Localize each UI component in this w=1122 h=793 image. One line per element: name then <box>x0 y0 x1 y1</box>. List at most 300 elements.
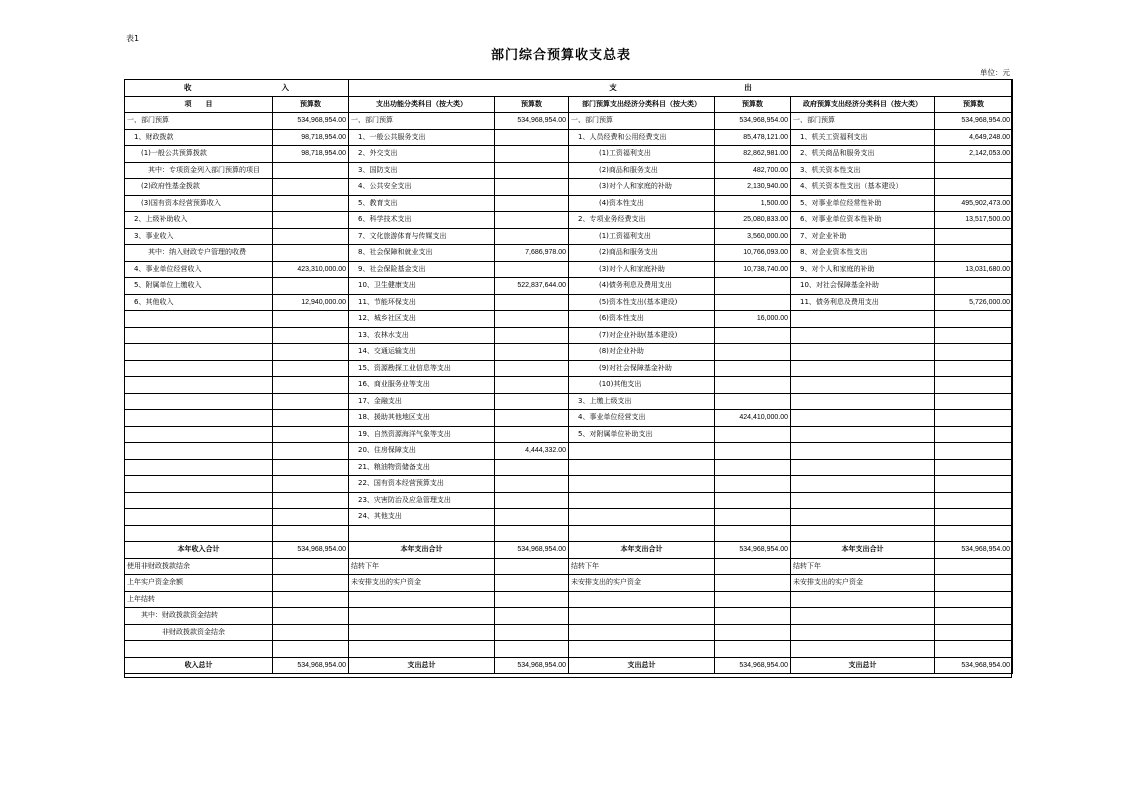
table-row <box>125 294 1013 311</box>
item-cell <box>791 443 935 460</box>
item-cell <box>125 344 273 361</box>
amount-cell <box>273 641 349 658</box>
item-cell: (9)对社会保障基金补助 <box>569 360 715 377</box>
amount-cell: 2,142,053.00 <box>935 146 1013 163</box>
table-row <box>125 575 1013 592</box>
item-cell <box>791 476 935 493</box>
item-cell <box>125 327 273 344</box>
amount-cell: 534,968,954.00 <box>935 542 1013 559</box>
col-header: 预算数 <box>935 96 1013 113</box>
col-header: 预算数 <box>715 96 791 113</box>
amount-cell: 85,478,121.00 <box>715 129 791 146</box>
table-row <box>125 641 1013 658</box>
amount-cell <box>935 245 1013 262</box>
item-cell: 支出总计 <box>569 657 715 674</box>
table-row <box>125 179 1013 196</box>
amount-cell: 482,700.00 <box>715 162 791 179</box>
item-cell <box>569 591 715 608</box>
amount-cell <box>273 162 349 179</box>
amount-cell <box>715 608 791 625</box>
item-cell: 4、事业单位经营收入 <box>125 261 273 278</box>
amount-cell <box>935 377 1013 394</box>
amount-cell: 12,940,000.00 <box>273 294 349 311</box>
item-cell: (3)对个人和家庭的补助 <box>569 179 715 196</box>
table-row <box>125 624 1013 641</box>
item-cell: 2、上级补助收入 <box>125 212 273 229</box>
item-cell <box>125 525 273 542</box>
amount-cell <box>495 228 569 245</box>
amount-cell <box>935 311 1013 328</box>
item-cell <box>791 393 935 410</box>
amount-cell: 98,718,954.00 <box>273 129 349 146</box>
unit-label: 单位：元 <box>980 68 1010 77</box>
amount-cell <box>273 492 349 509</box>
item-cell: 1、机关工资福利支出 <box>791 129 935 146</box>
item-cell: 5、对附属单位补助支出 <box>569 426 715 443</box>
col-header: 预算数 <box>495 96 569 113</box>
amount-cell <box>273 558 349 575</box>
amount-cell <box>495 360 569 377</box>
item-cell: 其中：纳入财政专户管理的收费 <box>125 245 273 262</box>
amount-cell: 5,726,000.00 <box>935 294 1013 311</box>
amount-cell <box>273 575 349 592</box>
amount-cell: 13,031,680.00 <box>935 261 1013 278</box>
table-row <box>125 113 1013 130</box>
item-cell: 支出总计 <box>349 657 495 674</box>
item-cell: 10、卫生健康支出 <box>349 278 495 295</box>
table-row <box>125 212 1013 229</box>
amount-cell <box>495 459 569 476</box>
amount-cell <box>495 327 569 344</box>
amount-cell <box>495 476 569 493</box>
amount-cell <box>935 360 1013 377</box>
amount-cell: 424,410,000.00 <box>715 410 791 427</box>
item-cell: (7)对企业补助(基本建设) <box>569 327 715 344</box>
table-row <box>125 591 1013 608</box>
item-cell <box>349 525 495 542</box>
amount-cell <box>935 591 1013 608</box>
amount-cell: 534,968,954.00 <box>273 542 349 559</box>
item-cell: 14、交通运输支出 <box>349 344 495 361</box>
item-cell: 5、教育支出 <box>349 195 495 212</box>
item-cell: (1)一般公共预算拨款 <box>125 146 273 163</box>
page-title: 部门综合预算收支总表 <box>490 48 631 63</box>
amount-cell <box>273 360 349 377</box>
item-cell: 未安排支出的实户资金 <box>791 575 935 592</box>
table-row <box>125 509 1013 526</box>
item-cell: 2、专项业务经费支出 <box>569 212 715 229</box>
item-cell: 结转下年 <box>349 558 495 575</box>
item-cell <box>349 641 495 658</box>
amount-cell <box>273 525 349 542</box>
item-cell: 11、节能环保支出 <box>349 294 495 311</box>
item-cell: 未安排支出的实户资金 <box>569 575 715 592</box>
item-cell: 15、资源勘探工业信息等支出 <box>349 360 495 377</box>
amount-cell <box>935 278 1013 295</box>
total-row <box>125 542 1013 559</box>
item-cell <box>791 509 935 526</box>
header-row-group <box>125 80 1013 97</box>
amount-cell <box>715 393 791 410</box>
item-cell <box>349 624 495 641</box>
item-cell <box>569 509 715 526</box>
amount-cell: 534,968,954.00 <box>935 657 1013 674</box>
item-cell <box>569 443 715 460</box>
item-cell <box>791 344 935 361</box>
amount-cell <box>495 608 569 625</box>
item-cell <box>569 492 715 509</box>
item-cell: 20、住房保障支出 <box>349 443 495 460</box>
amount-cell: 10,738,740.00 <box>715 261 791 278</box>
item-cell: 8、对企业资本性支出 <box>791 245 935 262</box>
amount-cell <box>715 294 791 311</box>
amount-cell <box>273 476 349 493</box>
item-cell: 6、其他收入 <box>125 294 273 311</box>
item-cell: 本年支出合计 <box>349 542 495 559</box>
item-cell: 13、农林水支出 <box>349 327 495 344</box>
item-cell <box>125 426 273 443</box>
item-cell: (1)工资福利支出 <box>569 228 715 245</box>
table-tag: 表1 <box>126 34 140 43</box>
item-cell: (5)资本性支出(基本建设) <box>569 294 715 311</box>
item-cell: 4、公共安全支出 <box>349 179 495 196</box>
table-row <box>125 228 1013 245</box>
amount-cell <box>495 311 569 328</box>
item-cell: 24、其他支出 <box>349 509 495 526</box>
amount-cell <box>495 393 569 410</box>
amount-cell <box>273 459 349 476</box>
item-cell: (3)国有资本经营预算收入 <box>125 195 273 212</box>
col-header: 政府预算支出经济分类科目（按大类） <box>791 96 935 113</box>
table-row <box>125 360 1013 377</box>
amount-cell <box>715 443 791 460</box>
item-cell <box>125 410 273 427</box>
amount-cell <box>935 344 1013 361</box>
expense-header: 支 出 <box>349 80 1013 97</box>
amount-cell <box>495 129 569 146</box>
amount-cell <box>273 327 349 344</box>
amount-cell <box>935 393 1013 410</box>
item-cell: 1、一般公共服务支出 <box>349 129 495 146</box>
item-cell: (4)资本性支出 <box>569 195 715 212</box>
item-cell: 上年结转 <box>125 591 273 608</box>
amount-cell <box>273 245 349 262</box>
amount-cell: 534,968,954.00 <box>495 657 569 674</box>
amount-cell <box>715 327 791 344</box>
item-cell: 本年收入合计 <box>125 542 273 559</box>
amount-cell <box>273 410 349 427</box>
amount-cell <box>935 558 1013 575</box>
amount-cell: 98,718,954.00 <box>273 146 349 163</box>
item-cell: 本年支出合计 <box>569 542 715 559</box>
amount-cell <box>495 558 569 575</box>
amount-cell <box>273 624 349 641</box>
total-row <box>125 657 1013 674</box>
amount-cell <box>715 509 791 526</box>
item-cell <box>791 624 935 641</box>
amount-cell <box>495 195 569 212</box>
item-cell: (8)对企业补助 <box>569 344 715 361</box>
item-cell <box>125 492 273 509</box>
amount-cell <box>715 459 791 476</box>
table-row <box>125 558 1013 575</box>
item-cell <box>791 492 935 509</box>
amount-cell <box>273 443 349 460</box>
col-header: 预算数 <box>273 96 349 113</box>
amount-cell <box>273 591 349 608</box>
amount-cell <box>935 443 1013 460</box>
amount-cell: 423,310,000.00 <box>273 261 349 278</box>
amount-cell <box>935 426 1013 443</box>
item-cell <box>125 443 273 460</box>
item-cell <box>569 608 715 625</box>
amount-cell <box>495 179 569 196</box>
amount-cell <box>495 509 569 526</box>
amount-cell <box>715 525 791 542</box>
amount-cell <box>495 624 569 641</box>
amount-cell <box>495 162 569 179</box>
item-cell: 9、社会保险基金支出 <box>349 261 495 278</box>
item-cell: 一、部门预算 <box>569 113 715 130</box>
item-cell <box>791 641 935 658</box>
item-cell <box>569 624 715 641</box>
item-cell: (2)商品和服务支出 <box>569 162 715 179</box>
item-cell: 支出总计 <box>791 657 935 674</box>
item-cell: 6、科学技术支出 <box>349 212 495 229</box>
header-row-columns <box>125 96 1013 113</box>
amount-cell <box>935 476 1013 493</box>
item-cell: 21、粮油物资储备支出 <box>349 459 495 476</box>
table-row <box>125 129 1013 146</box>
item-cell: 7、对企业补助 <box>791 228 935 245</box>
amount-cell <box>935 641 1013 658</box>
amount-cell <box>935 410 1013 427</box>
item-cell: 一、部门预算 <box>791 113 935 130</box>
amount-cell <box>495 426 569 443</box>
amount-cell: 534,968,954.00 <box>273 657 349 674</box>
amount-cell <box>273 377 349 394</box>
amount-cell: 534,968,954.00 <box>495 542 569 559</box>
amount-cell <box>495 146 569 163</box>
item-cell: (2)政府性基金拨款 <box>125 179 273 196</box>
amount-cell: 522,837,644.00 <box>495 278 569 295</box>
item-cell: 其中：专项资金列入部门预算的项目 <box>125 162 273 179</box>
amount-cell <box>715 591 791 608</box>
table-row <box>125 608 1013 625</box>
item-cell: 17、金融支出 <box>349 393 495 410</box>
item-cell: (2)商品和服务支出 <box>569 245 715 262</box>
amount-cell: 10,766,093.00 <box>715 245 791 262</box>
item-cell <box>791 377 935 394</box>
amount-cell <box>935 608 1013 625</box>
table-row <box>125 492 1013 509</box>
item-cell <box>349 591 495 608</box>
item-cell: 9、对个人和家庭的补助 <box>791 261 935 278</box>
item-cell: 8、社会保障和就业支出 <box>349 245 495 262</box>
amount-cell <box>273 426 349 443</box>
item-cell: 4、机关资本性支出（基本建设） <box>791 179 935 196</box>
amount-cell <box>715 624 791 641</box>
item-cell <box>791 426 935 443</box>
item-cell: 3、上缴上级支出 <box>569 393 715 410</box>
amount-cell <box>715 278 791 295</box>
amount-cell <box>495 344 569 361</box>
amount-cell: 534,968,954.00 <box>715 657 791 674</box>
amount-cell <box>495 212 569 229</box>
table-row <box>125 377 1013 394</box>
item-cell <box>125 641 273 658</box>
amount-cell <box>935 459 1013 476</box>
item-cell: 23、灾害防治及应急管理支出 <box>349 492 495 509</box>
table-row <box>125 327 1013 344</box>
item-cell: 3、事业收入 <box>125 228 273 245</box>
amount-cell <box>715 575 791 592</box>
amount-cell <box>273 393 349 410</box>
table-row <box>125 311 1013 328</box>
table-row <box>125 195 1013 212</box>
item-cell: 使用非财政拨款结余 <box>125 558 273 575</box>
amount-cell: 25,080,833.00 <box>715 212 791 229</box>
amount-cell <box>273 195 349 212</box>
amount-cell <box>495 261 569 278</box>
item-cell: 5、附属单位上缴收入 <box>125 278 273 295</box>
amount-cell <box>935 162 1013 179</box>
item-cell: 未安排支出的实户资金 <box>349 575 495 592</box>
item-cell: 4、事业单位经营支出 <box>569 410 715 427</box>
amount-cell <box>715 641 791 658</box>
col-header: 部门预算支出经济分类科目（按大类） <box>569 96 715 113</box>
table-row <box>125 162 1013 179</box>
item-cell: 非财政拨款资金结余 <box>125 624 273 641</box>
amount-cell <box>935 525 1013 542</box>
amount-cell <box>495 525 569 542</box>
amount-cell <box>935 509 1013 526</box>
table-row <box>125 426 1013 443</box>
item-cell <box>125 377 273 394</box>
item-cell <box>125 311 273 328</box>
col-header: 项 目 <box>125 96 273 113</box>
item-cell: 结转下年 <box>791 558 935 575</box>
item-cell <box>125 360 273 377</box>
item-cell: 6、对事业单位资本性补助 <box>791 212 935 229</box>
table-row <box>125 443 1013 460</box>
item-cell <box>791 311 935 328</box>
amount-cell: 495,902,473.00 <box>935 195 1013 212</box>
amount-cell: 534,968,954.00 <box>273 113 349 130</box>
item-cell: 22、国有资本经营预算支出 <box>349 476 495 493</box>
item-cell: 3、机关资本性支出 <box>791 162 935 179</box>
item-cell: 5、对事业单位经常性补助 <box>791 195 935 212</box>
item-cell <box>125 476 273 493</box>
amount-cell <box>495 410 569 427</box>
item-cell: (3)对个人和家庭补助 <box>569 261 715 278</box>
col-header: 支出功能分类科目（按大类） <box>349 96 495 113</box>
amount-cell: 16,000.00 <box>715 311 791 328</box>
table-row <box>125 278 1013 295</box>
item-cell <box>349 608 495 625</box>
amount-cell <box>935 228 1013 245</box>
item-cell <box>125 459 273 476</box>
item-cell: 16、商业服务业等支出 <box>349 377 495 394</box>
amount-cell <box>495 492 569 509</box>
table-row <box>125 245 1013 262</box>
amount-cell: 4,649,248.00 <box>935 129 1013 146</box>
item-cell: (4)债务利息及费用支出 <box>569 278 715 295</box>
item-cell: (6)资本性支出 <box>569 311 715 328</box>
amount-cell <box>495 377 569 394</box>
amount-cell <box>495 575 569 592</box>
amount-cell <box>715 377 791 394</box>
table-row <box>125 344 1013 361</box>
amount-cell: 534,968,954.00 <box>935 113 1013 130</box>
amount-cell <box>715 426 791 443</box>
amount-cell <box>273 344 349 361</box>
item-cell: 1、财政拨款 <box>125 129 273 146</box>
amount-cell <box>495 294 569 311</box>
item-cell <box>791 360 935 377</box>
amount-cell: 534,968,954.00 <box>715 113 791 130</box>
item-cell <box>569 525 715 542</box>
amount-cell: 2,130,940.00 <box>715 179 791 196</box>
amount-cell <box>715 476 791 493</box>
amount-cell <box>273 311 349 328</box>
item-cell: 1、人员经费和公用经费支出 <box>569 129 715 146</box>
amount-cell: 1,500.00 <box>715 195 791 212</box>
item-cell: 18、援助其他地区支出 <box>349 410 495 427</box>
amount-cell <box>273 509 349 526</box>
item-cell: 10、对社会保障基金补助 <box>791 278 935 295</box>
amount-cell <box>935 179 1013 196</box>
amount-cell <box>935 624 1013 641</box>
item-cell <box>791 608 935 625</box>
amount-cell <box>715 344 791 361</box>
amount-cell <box>273 608 349 625</box>
item-cell <box>791 459 935 476</box>
item-cell: 其中：财政拨款资金结转 <box>125 608 273 625</box>
item-cell: (10)其他支出 <box>569 377 715 394</box>
amount-cell <box>495 641 569 658</box>
item-cell: 收入总计 <box>125 657 273 674</box>
item-cell: 19、自然资源海洋气象等支出 <box>349 426 495 443</box>
item-cell: 2、外交支出 <box>349 146 495 163</box>
item-cell: 11、债务利息及费用支出 <box>791 294 935 311</box>
amount-cell: 3,560,000.00 <box>715 228 791 245</box>
amount-cell: 534,968,954.00 <box>715 542 791 559</box>
item-cell: 一、部门预算 <box>349 113 495 130</box>
income-header: 收 入 <box>125 80 349 97</box>
amount-cell <box>273 179 349 196</box>
amount-cell <box>495 591 569 608</box>
amount-cell <box>273 212 349 229</box>
item-cell <box>791 410 935 427</box>
amount-cell: 7,686,978.00 <box>495 245 569 262</box>
item-cell: 3、国防支出 <box>349 162 495 179</box>
item-cell: 本年支出合计 <box>791 542 935 559</box>
table-row <box>125 261 1013 278</box>
amount-cell <box>715 492 791 509</box>
item-cell <box>125 393 273 410</box>
amount-cell: 4,444,332.00 <box>495 443 569 460</box>
item-cell: 2、机关商品和服务支出 <box>791 146 935 163</box>
item-cell: 12、城乡社区支出 <box>349 311 495 328</box>
amount-cell <box>715 558 791 575</box>
table-row <box>125 525 1013 542</box>
item-cell <box>569 459 715 476</box>
budget-table <box>124 79 1013 674</box>
item-cell: (1)工资福利支出 <box>569 146 715 163</box>
item-cell: 结转下年 <box>569 558 715 575</box>
amount-cell <box>273 278 349 295</box>
